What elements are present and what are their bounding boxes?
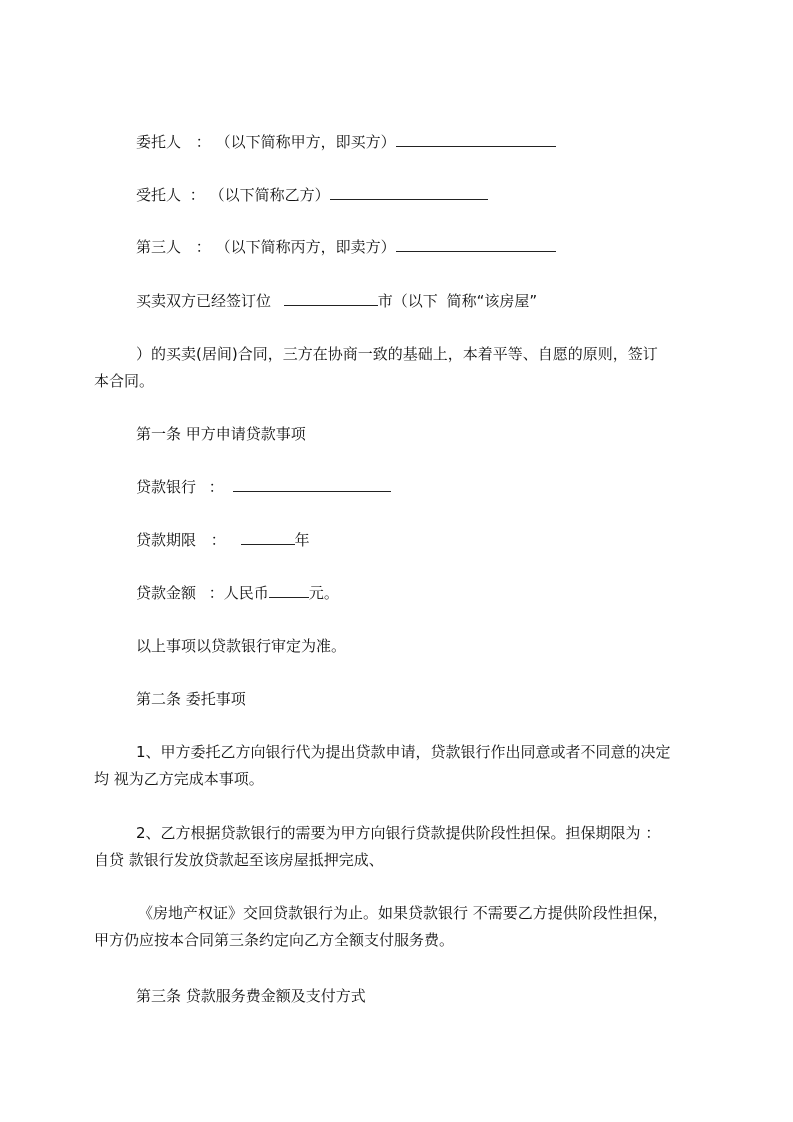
amount-blank[interactable] [269, 583, 309, 598]
intro-part-1: 买卖双方已经签订位 [136, 292, 272, 310]
client-blank[interactable] [396, 132, 556, 147]
term-unit: 年 [294, 531, 310, 549]
agent-label: 受托人 [136, 186, 182, 204]
article-1-heading: 第一条 甲方申请贷款事项 [136, 425, 306, 443]
agent-colon: ： [189, 186, 205, 204]
term-colon: ： [210, 531, 226, 549]
third-party-blank[interactable] [396, 237, 556, 252]
term-blank[interactable] [241, 530, 295, 545]
intro-part-2: 市（以下 [377, 292, 438, 310]
article-2-item-2-line-2: 自贷 款银行发放贷款起至该房屋抵押完成、 [94, 851, 384, 869]
client-desc: （以下简称甲方，即买方） [215, 133, 396, 151]
intro-line-1 [136, 291, 537, 311]
amount-prefix: ：人民币 [208, 584, 269, 602]
intro-part-3: 简称“该房屋” [446, 292, 538, 310]
client-line [136, 132, 556, 152]
article-3-heading: 第三条 贷款服务费金额及支付方式 [136, 987, 366, 1005]
third-party-desc: （以下简称丙方，即卖方） [215, 238, 396, 256]
bank-label: 贷款银行 [136, 478, 197, 496]
amount-unit: 元。 [308, 584, 339, 602]
article-2-item-1-line-1: 1、甲方委托乙方向银行代为提出贷款申请，贷款银行作出同意或者不同意的决定 [136, 743, 671, 761]
client-colon: ： [195, 133, 211, 151]
location-blank[interactable] [284, 291, 378, 306]
article-2-item-2-line-1: 2、乙方根据贷款银行的需要为甲方向银行贷款提供阶段性担保。担保期限为 ： [136, 824, 661, 842]
agent-desc: （以下简称乙方） [209, 186, 330, 204]
bank-colon: ： [208, 478, 224, 496]
amount-line [136, 583, 339, 603]
third-party-colon: ： [195, 238, 211, 256]
third-party-line [136, 237, 556, 257]
article-2-item-2-line-3: 《房地产权证》交回贷款银行为止。如果贷款银行 不需要乙方提供阶段性担保， [138, 904, 668, 922]
bank-blank[interactable] [233, 477, 391, 492]
article-2-heading: 第二条 委托事项 [136, 690, 246, 708]
article-2-item-2-line-4: 甲方仍应按本合同第三条约定向乙方全额支付服务费。 [94, 931, 455, 949]
article-2-item-1-line-2: 均 视为乙方完成本事项。 [94, 770, 264, 788]
intro-line-3: 本合同。 [94, 372, 155, 390]
article-1-note: 以上事项以贷款银行审定为准。 [136, 637, 347, 655]
term-line [136, 530, 310, 550]
client-label: 委托人 [136, 133, 182, 151]
third-party-label: 第三人 [136, 238, 182, 256]
bank-line [136, 477, 391, 497]
agent-line [136, 185, 488, 205]
amount-label: 贷款金额 [136, 584, 197, 602]
term-label: 贷款期限 [136, 531, 197, 549]
intro-line-2: ）的买卖(居间)合同，三方在协商一致的基础上，本着平等、自愿的原则，签订 [136, 345, 658, 363]
agent-blank[interactable] [330, 185, 488, 200]
